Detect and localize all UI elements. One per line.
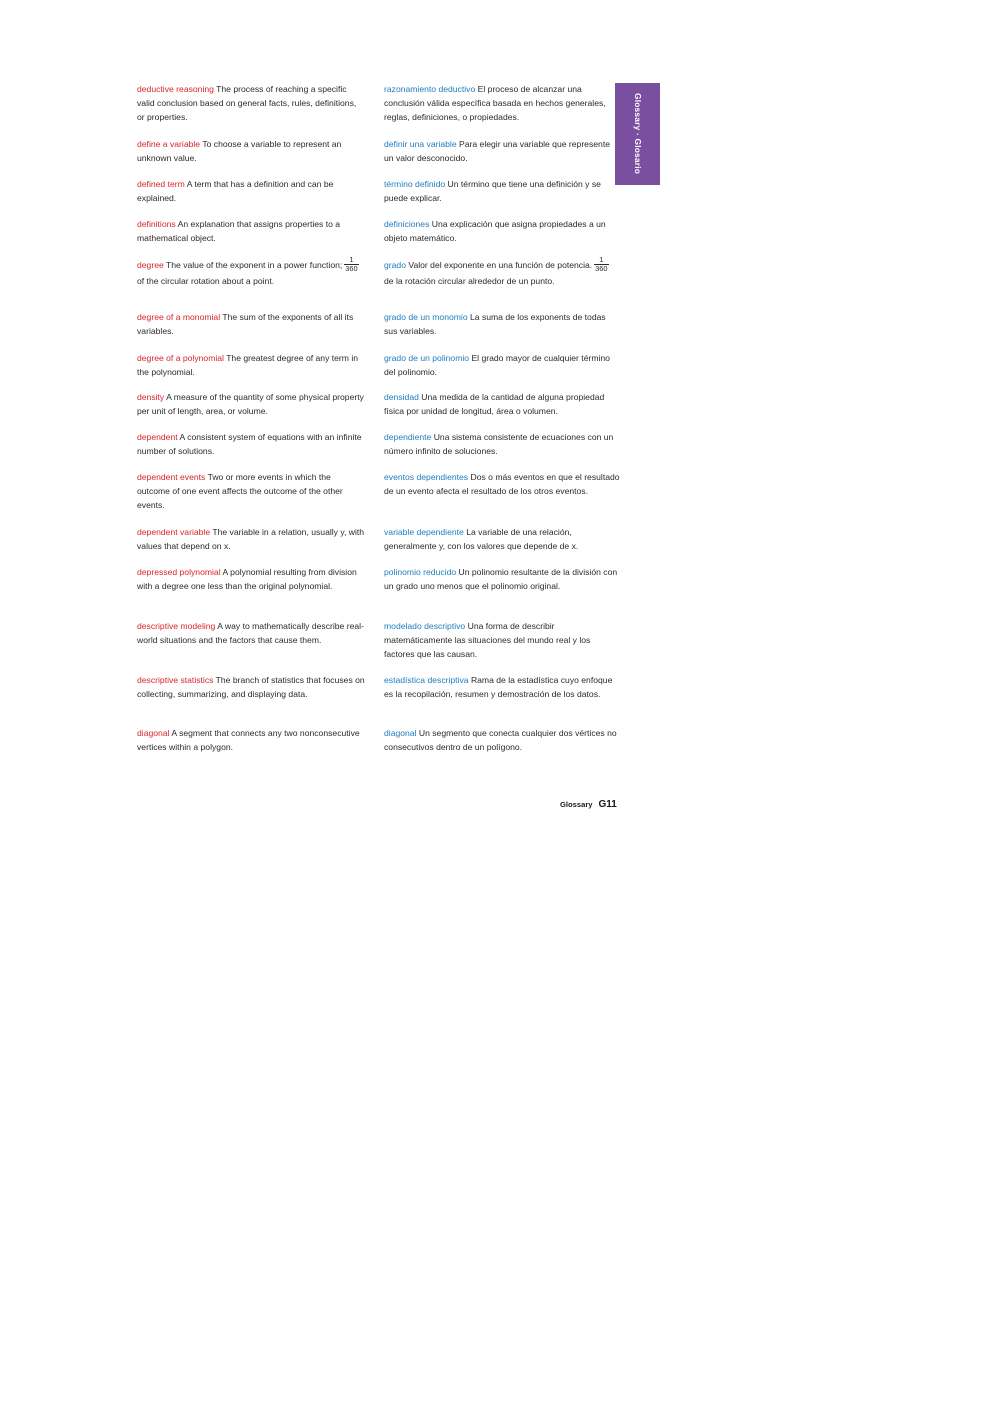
glossary-entry-es [384,470,620,498]
entry-term: density [137,392,165,402]
entry-term: diagonal [384,728,417,738]
entry-term: diagonal [137,728,170,738]
entry-term: grado de un polinomio [384,353,470,363]
entry-definition: Dos o más eventos en que el resultado de un evento afecta el resultado de los otros eventos. [384,472,620,496]
glossary-entry-es [384,726,620,754]
entry-term: dependent [137,432,178,442]
glossary-entry-en [137,470,365,512]
entry-term: definir una variable [384,139,457,149]
entry-term: grado [384,259,406,270]
entry-definition-cont: of the circular rotation about a point. [137,276,275,286]
entry-term: descriptive modeling [137,621,216,631]
glossary-entry-en [137,565,365,593]
entry-term: dependiente [384,432,432,442]
fraction [594,256,608,273]
entry-term: depressed polynomial [137,567,221,577]
fraction-denominator: 360 [345,264,358,273]
entry-definition: A term that has a definition and can be explained. [137,179,334,203]
side-tab-label: Glossary · Glosario [633,93,643,175]
entry-term: degree of a polynomial [137,353,224,363]
entry-definition: A consistent system of equations with an infinite number of solutions. [137,432,362,456]
entry-definition: Un segmento que conecta cualquier dos vértices no consecutivos dentro de un polígono. [384,728,617,752]
glossary-entry-en [137,82,365,124]
entry-definition: La suma de los exponents de todas sus variables. [384,312,606,336]
entry-term: término definido [384,179,446,189]
entry-definition: Una medida de la cantidad de alguna propiedad física por unidad de longitud, área o volumen. [384,392,605,416]
glossary-entry-es [384,217,620,245]
entry-definition: The variable in a relation, usually y, with values that depend on x. [137,527,365,551]
glossary-entry-en [137,137,365,165]
entry-definition: The value of the exponent in a power function; [166,259,343,270]
glossary-side-tab [615,83,660,185]
entry-definition: La variable de una relación, generalmente y, con los valores que depende de x. [384,527,579,551]
entry-term: densidad [384,392,419,402]
entry-definition: Una explicación que asigna propiedades a un objeto matemático. [384,219,606,243]
page-footer [560,794,617,812]
entry-term: define a variable [137,139,201,149]
glossary-entry-en [137,217,365,245]
entry-definition-cont: de la rotación circular alrededor de un punto. [384,276,555,286]
entry-term: definiciones [384,219,430,229]
entry-definition: The branch of statistics that focuses on collecting, summarizing, and displaying data. [137,675,365,699]
entry-definition: A segment that connects any two nonconsecutive vertices within a polygon. [137,728,360,752]
glossary-entry-en [137,525,365,553]
entry-definition: The process of reaching a specific valid conclusion based on general facts, rules, definitions, or properties. [137,84,357,122]
glossary-entry-es [384,82,620,124]
entry-definition: Two or more events in which the outcome of one event affects the outcome of the other events. [137,472,343,510]
entry-definition: To choose a variable to represent an unknown value. [137,139,342,163]
entry-definition: A polynomial resulting from division with a degree one less than the original polynomial. [137,567,357,591]
glossary-entry-en [137,390,365,418]
glossary-entry-en [137,257,365,288]
glossary-entry-en [137,430,365,458]
entry-definition: El proceso de alcanzar una conclusión válida específica basada en hechos generales, reglas, definiciones, o propiedades. [384,84,606,122]
entry-definition: Una sistema consistente de ecuaciones con un número infinito de soluciones. [384,432,614,456]
entry-term: polinomio reducido [384,567,457,577]
entry-term: dependent events [137,472,206,482]
glossary-entry-en [137,619,365,647]
entry-term: variable dependiente [384,527,464,537]
entry-term: degree of a monomial [137,312,221,322]
glossary-entry-es [384,525,620,553]
fraction-denominator: 360 [595,264,608,273]
fraction-numerator: 1 [594,256,608,265]
entry-definition: A measure of the quantity of some physical property per unit of length, area, or volume. [137,392,364,416]
glossary-entry-en [137,310,365,338]
entry-definition: The sum of the exponents of all its variables. [137,312,354,336]
entry-definition: The greatest degree of any term in the polynomial. [137,353,359,377]
glossary-entry-en [137,726,365,754]
entry-term: definitions [137,219,176,229]
entry-definition: An explanation that assigns properties to a mathematical object. [137,219,341,243]
glossary-entry-es [384,565,620,593]
entry-term: degree [137,259,164,270]
glossary-entry-en [137,673,365,701]
entry-term: grado de un monomio [384,312,468,322]
entry-definition: Una forma de describir matemáticamente las situaciones del mundo real y los factores que las causan. [384,621,591,659]
glossary-entry-es [384,351,620,379]
fraction-numerator: 1 [344,256,358,265]
entry-definition: Rama de la estadística cuyo enfoque es la recopilación, resumen y demostración de los datos. [384,675,613,699]
entry-term: modelado descriptivo [384,621,466,631]
glossary-entry-es [384,673,620,701]
glossary-entry-es [384,390,620,418]
entry-term: deductive reasoning [137,84,214,94]
entry-term: eventos dependientes [384,472,469,482]
fraction [344,256,358,273]
glossary-entry-en [137,177,365,205]
glossary-entry-es [384,430,620,458]
glossary-entry-es [384,137,620,165]
glossary-entry-es [384,619,620,661]
entry-term: descriptive statistics [137,675,214,685]
page-number: G11 [598,799,617,810]
entry-definition: Un polinomio resultante de la división con un grado uno menos que el polinomio original. [384,567,618,591]
glossary-entry-es [384,257,620,288]
entry-term: estadística descriptiva [384,675,469,685]
entry-definition: A way to mathematically describe real-world situations and the factors that cause them. [137,621,364,645]
entry-term: dependent variable [137,527,211,537]
entry-term: defined term [137,179,185,189]
entry-term: razonamiento deductivo [384,84,476,94]
entry-definition: Para elegir una variable que represente un valor desconocido. [384,139,610,163]
entry-definition: Un término que tiene una definición y se puede explicar. [384,179,601,203]
entry-definition: El grado mayor de cualquier término del polinomio. [384,353,610,377]
glossary-entry-es [384,310,620,338]
footer-label: Glossary [560,800,593,809]
entry-definition: Valor del exponente en una función de potencia. [408,259,593,270]
glossary-entry-es [384,177,620,205]
glossary-entry-en [137,351,365,379]
